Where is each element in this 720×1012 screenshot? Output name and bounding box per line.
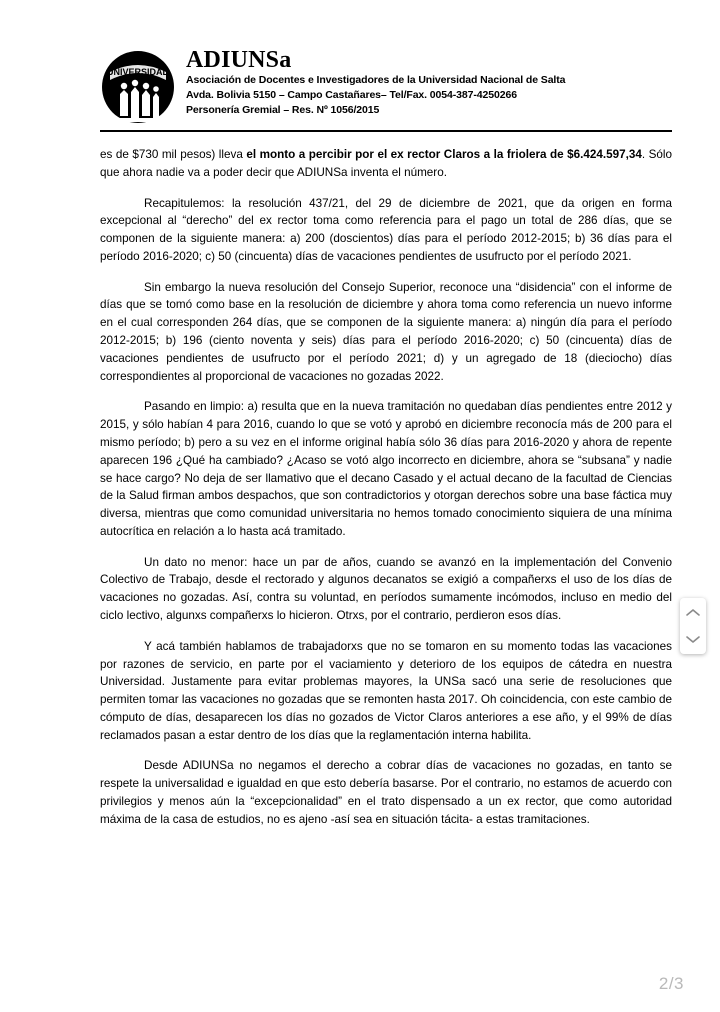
document-header	[0, 0, 720, 124]
paragraph-1	[100, 146, 672, 182]
paragraph-3: Sin embargo la nueva resolución del Consejo Superior, reconoce una “disidencia” con el informe de días que se tomó como base en la resolución de diciembre y ahora toma como referencia un nuevo informe en el cual corresponden 264 días, que se componen de la siguiente manera: a) ningún día para el período 2012-2015; b) 196 (ciento noventa y seis) días para el período 2016-2020; c) 50 (cincuenta) días de vacaciones pendientes de usufructo por el período 2021; d) y un agregado de 18 (dieciocho) días correspondientes al proporcional de vacaciones no gozadas 2022.	[100, 280, 672, 383]
svg-text:UNIVERSIDAD: UNIVERSIDAD	[106, 67, 170, 77]
paragraph-1-emphasis: el monto a percibir por el ex rector Claros a la friolera de $6.424.597,34	[246, 148, 642, 161]
paragraph-1-text-after: . Sólo que ahora nadie va a poder decir que ADIUNSa inventa el número.	[100, 148, 673, 179]
organization-full-name: Asociación de Docentes e Investigadores de la Universidad Nacional de Salta	[186, 74, 566, 87]
paragraph-7: Desde ADIUNSa no negamos el derecho a cobrar días de vacaciones no gozadas, en tanto se respete la universalidad e igualdad en que esto debería basarse. Por el contrario, no estamos de acuerdo con privilegios y menos aún la “excepcionalidad” en el trato dispensado a un ex rector, que como autoridad máxima de la casa de estudios, no es ajeno -así sea en situación tácita- a estas tramitaciones.	[100, 759, 672, 826]
paragraph-4: Pasando en limpio: a) resulta que en la nueva tramitación no quedaban días pendientes entre 2012 y 2015, y sólo habían 4 para 2016, cuando lo que se votó y aprobó en diciembre reconocía más de 200 para el mismo período; b) pero a su vez en el informe original había sólo 36 días para 2016-2020 y ahora de repente aparecen 196 ¿Qué ha cambiado? ¿Acaso se votó algo incorrecto en diciembre, ahora se “subsana” y nadie se hace cargo? No deja de ser llamativo que el decano Casado y el actual decano de la facultad de Ciencias de la Salud firman ambos despachos, que son contradictorios y otorgan derechos sobre una base fáctica muy diversa, mientras que como comunidad universitaria no hemos tomado conocimiento siquiera de una mínima autocrítica en relación a lo hasta acá tramitado.	[100, 400, 672, 538]
organization-legal-registration: Personería Gremial – Res. Nº 1056/2015	[186, 104, 380, 116]
paragraph-5: Un dato no menor: hace un par de años, cuando se avanzó en la implementación del Convenio Colectivo de Trabajo, desde el rectorado y algunos decanatos se exigió a compañerxs el uso de los días de vacaciones no gozadas. Así, contra su voluntad, en períodos sumamente incómodos, incluso en medio del ciclo lectivo, algunxs compañerxs lo hicieron. Otrxs, por el contrario, perdieron esos días.	[100, 555, 672, 622]
paragraph-6: Y acá también hablamos de trabajadorxs que no se tomaron en su momento todas las vacaciones por razones de servicio, en parte por el vaciamiento y deterioro de los equipos de cátedra en nuestra Universidad. Justamente para evitar problemas mayores, la UNSa sacó una serie de resoluciones que permiten tomar las vacaciones no gozadas que se remonten hasta 2017. Oh coincidencia, con este cambio de cómputo de días, desaparecen los días no gozados de Victor Claros anteriores a ese año, y el 99% de días reclamados pasan a estar dentro de los días que la reglamentación interna habilita.	[100, 639, 672, 742]
chevron-up-icon[interactable]	[683, 603, 703, 623]
organization-address: Avda. Bolivia 5150 – Campo Castañares– Tel/Fax. 0054-387-4250266	[186, 89, 517, 102]
paragraph-1-text-before: es de $730 mil pesos) lleva	[100, 148, 247, 161]
paragraph-2: Recapitulemos: la resolución 437/21, del 29 de diciembre de 2021, que da origen en forma excepcional al “derecho” del ex rector toma como referencia para el pago un total de 286 días, que se componen de la siguiente manera: a) 200 (doscientos) días para el período 2012-2015; b) 36 días para el período 2016-2020; c) 50 (cincuenta) días de vacaciones pendientes de usufructo por el período 2021.	[100, 196, 672, 263]
document-body	[0, 132, 720, 829]
university-crest-icon	[100, 50, 176, 124]
scroll-controls[interactable]	[680, 598, 706, 654]
page-indicator: 2/3	[658, 974, 684, 993]
chevron-down-icon[interactable]	[683, 629, 703, 649]
organization-acronym: ADIUNSa	[186, 47, 292, 73]
header-text-block	[186, 46, 672, 118]
